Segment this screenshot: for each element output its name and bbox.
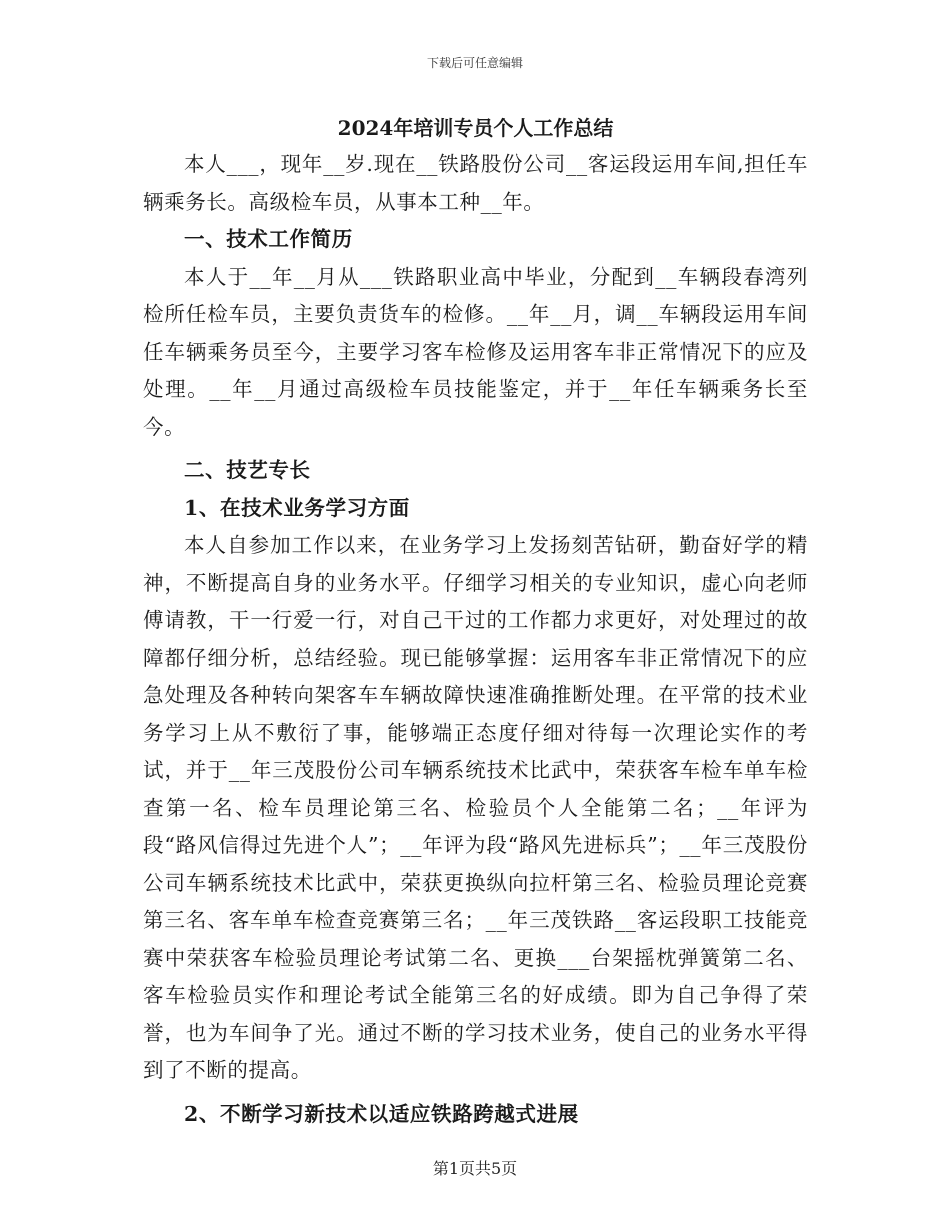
intro-paragraph: 本人___，现年__岁.现在__铁路股份公司__客运段运用车间,担任车辆乘务长。高级检车员，从事本工种__年。 bbox=[143, 152, 808, 214]
document-title: 2024年培训专员个人工作总结 bbox=[337, 116, 614, 140]
subheading-business-study: 1、在技术业务学习方面 bbox=[184, 495, 410, 520]
business-study-paragraph: 本人自参加工作以来，在业务学习上发扬刻苦钻研，勤奋好学的精神，不断提高自身的业务水平。仔细学习相关的专业知识，虚心向老师傅请教，干一行爱一行，对自己干过的工作都力求更好，对处理过的故障都仔细分析，总结经验。现已能够掌握：运用客车非正常情况下的应急处理及各种转向架客车车辆故障快速准确推断处理。在平常的技术业务学习上从不敷衍了事，能够端正态度仔细对待每一次理论实作的考试，并于__年三茂股份公司车辆系统技术比武中，荣获客车检车单车检查第一名、检车员理论第三名、检验员个人全能第二名；__年评为段“路风信得过先进个人”；__年评为段“路风先进标兵”；__年三茂股份公司车辆系统技术比武中，荣获更换纵向拉杆第三名、检验员理论竞赛第三名、客车单车检查竞赛第三名；__年三茂铁路__客运段职工技能竞赛中荣获客车检验员理论考试第二名、更换___台架摇枕弹簧第二名、客车检验员实作和理论考试全能第三名的好成绩。即为自己争得了荣誉，也为车间争了光。通过不断的学习技术业务，使自己的业务水平得到了不断的提高。 bbox=[143, 533, 808, 1082]
page-footer: 第1页共5页 bbox=[432, 1159, 518, 1178]
subheading-new-technology: 2、不断学习新技术以适应铁路跨越式进展 bbox=[184, 1101, 579, 1126]
document-body bbox=[143, 110, 808, 1133]
section-heading-technical-history: 一、技术工作简历 bbox=[184, 227, 353, 251]
technical-history-paragraph: 本人于__年__月从___铁路职业高中毕业，分配到__车辆段春湾列检所任检车员，主要负责货车的检修。__年__月，调__车辆段运用车间任车辆乘务员至今，主要学习客车检修及运用客车非正常情况下的应及处理。__年__月通过高级检车员技能鉴定，并于__年任车辆乘务长至今。 bbox=[143, 264, 808, 439]
section-heading-skills: 二、技艺专长 bbox=[184, 458, 311, 482]
header-note: 下载后可任意编辑 bbox=[426, 56, 523, 70]
